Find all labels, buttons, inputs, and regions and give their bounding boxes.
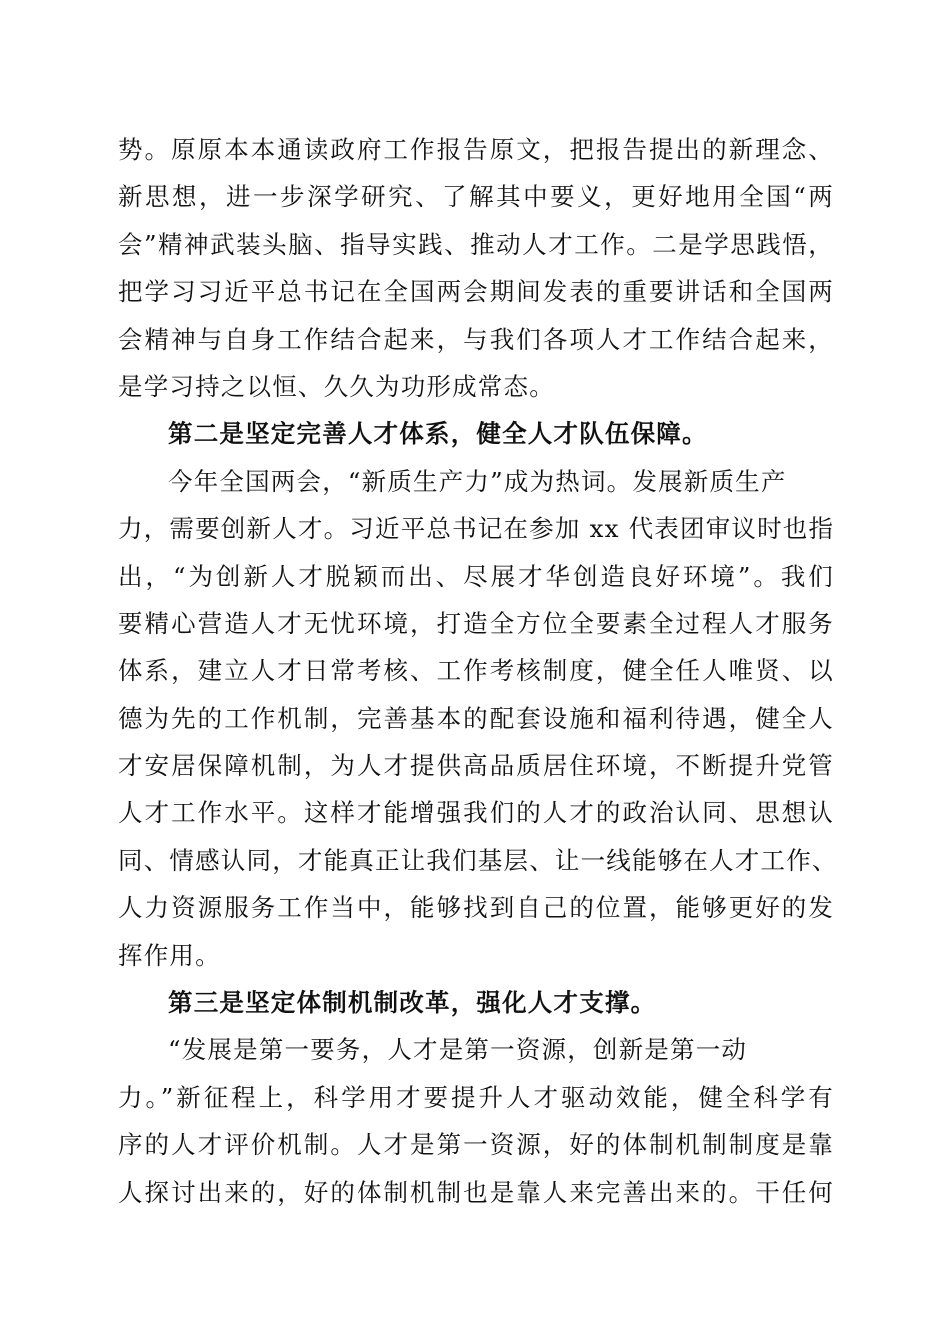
text-line: 同、情感认同，才能真正让我们基层、让一线能够在人才工作、 xyxy=(118,845,838,875)
text-line: 人探讨出来的，好的体制机制也是靠人来完善出来的。干任何 xyxy=(118,1177,834,1207)
text-line: 是学习持之以恒、久久为功形成常态。 xyxy=(118,371,555,401)
section-heading: 第二是坚定完善人才体系，健全人才队伍保障。 xyxy=(168,419,708,449)
text-line: 德为先的工作机制，完善基本的配套设施和福利待遇，健全人 xyxy=(118,703,834,733)
text-line: 序的人才评价机制。人才是第一资源，好的体制机制制度是靠 xyxy=(118,1130,834,1160)
text-line: 新思想，进一步深学研究、了解其中要义，更好地用全国“两 xyxy=(118,182,834,212)
text-line: “发展是第一要务，人才是第一资源，创新是第一动 xyxy=(168,1035,748,1065)
section-heading: 第三是坚定体制机制改革，强化人才支撑。 xyxy=(168,988,657,1018)
text-line: 今年全国两会，“新质生产力”成为热词。发展新质生产 xyxy=(168,466,787,496)
text-line: 会”精神武装头脑、指导实践、推动人才工作。二是学思践悟， xyxy=(118,229,834,259)
document-body xyxy=(118,126,838,1216)
text-line: 人才工作水平。这样才能增强我们的人才的政治认同、思想认 xyxy=(118,798,834,828)
text-line: 力，需要创新人才。习近平总书记在参加 xx 代表团审议时也指 xyxy=(118,514,835,544)
text-line: 力。”新征程上，科学用才要提升人才驱动效能，健全科学有 xyxy=(118,1082,834,1112)
text-line: 势。原原本本通读政府工作报告原文，把报告提出的新理念、 xyxy=(118,135,834,164)
text-line: 才安居保障机制，为人才提供高品质居住环境，不断提升党管 xyxy=(118,751,834,781)
text-line: 要精心营造人才无忧环境，打造全方位全要素全过程人才服务 xyxy=(118,608,834,638)
text-line: 把学习习近平总书记在全国两会期间发表的重要讲话和全国两 xyxy=(118,277,834,307)
text-line: 会精神与自身工作结合起来，与我们各项人才工作结合起来， xyxy=(118,324,834,354)
text-line: 人力资源服务工作当中，能够找到自己的位置，能够更好的发 xyxy=(118,893,834,923)
text-line: 出，“为创新人才脱颖而出、尽展才华创造良好环境”。我们 xyxy=(118,561,834,591)
text-line: 挥作用。 xyxy=(118,940,221,970)
text-line: 体系，建立人才日常考核、工作考核制度，健全任人唯贤、以 xyxy=(118,656,834,686)
